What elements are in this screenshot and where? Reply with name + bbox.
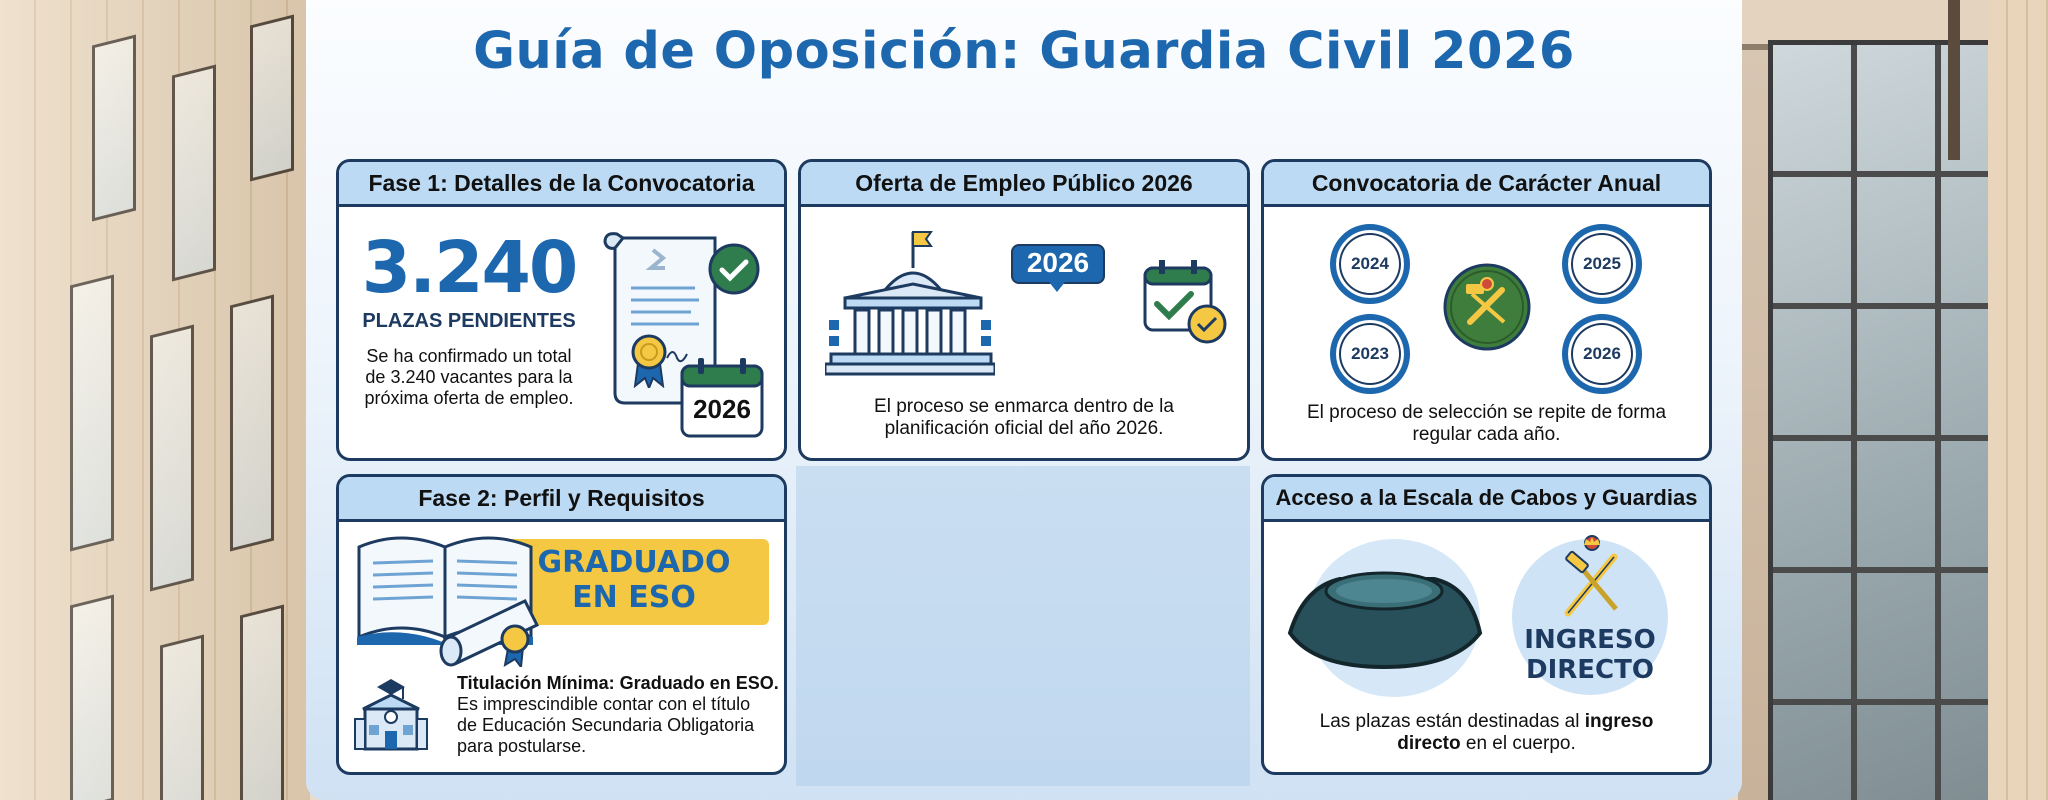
card-header: Oferta de Empleo Público 2026 xyxy=(801,162,1247,207)
ingreso-directo-label: INGRESO DIRECTO xyxy=(1524,625,1656,685)
empty-center-area xyxy=(796,466,1250,786)
year-label: 2025 xyxy=(1583,254,1621,273)
page-title: Guía de Oposición: Guardia Civil 2026 xyxy=(473,22,1575,81)
year-label: 2024 xyxy=(1351,254,1389,273)
big-number: 3.240 xyxy=(361,226,577,309)
calendar-year: 2026 xyxy=(693,394,751,424)
school-icon xyxy=(353,673,429,753)
requirement-bold: Titulación Mínima: Graduado en ESO. xyxy=(457,673,779,693)
card-description: Se ha confirmado un total de 3.240 vacantes para la próxima oferta de empleo. xyxy=(364,346,574,408)
guardia-civil-emblem-icon xyxy=(1442,262,1532,352)
card-caracter-anual xyxy=(1261,159,1712,461)
card-header: Fase 2: Perfil y Requisitos xyxy=(339,477,784,522)
card-description: Las plazas están destinadas al ingreso directo en el cuerpo. xyxy=(1319,711,1654,754)
card-header: Acceso a la Escala de Cabos y Guardias xyxy=(1264,477,1709,522)
background-building-left xyxy=(0,0,310,800)
card-oferta-empleo xyxy=(798,159,1250,461)
diploma-icon xyxy=(435,595,565,667)
card-header: Fase 1: Detalles de la Convocatoria xyxy=(339,162,784,207)
check-badge-icon xyxy=(707,242,761,296)
tricorn-hat-icon xyxy=(1284,567,1484,677)
government-building-icon xyxy=(825,228,995,378)
card-description: El proceso se enmarca dentro de la planificación oficial del año 2026. xyxy=(874,396,1174,439)
card-convocatoria-details xyxy=(336,159,787,461)
card-perfil-requisitos xyxy=(336,474,787,775)
requirement-text: Titulación Mínima: Graduado en ESO. Es imprescindible contar con el título de Educación Secundaria Obligatoria para postularse. xyxy=(457,673,779,756)
bubble-year: 2026 xyxy=(1026,247,1090,278)
guardia-civil-emblem-icon xyxy=(1554,533,1630,619)
background-building-right xyxy=(1738,0,2048,800)
ribbon-medal-icon xyxy=(629,332,669,388)
badge-text: GRADUADO EN ESO xyxy=(537,545,731,615)
big-number-label: PLAZAS PENDIENTES xyxy=(362,310,576,332)
year-label: 2026 xyxy=(1583,344,1621,363)
card-description: El proceso de selección se repite de forma regular cada año. xyxy=(1306,402,1667,445)
card-acceso-escala xyxy=(1261,474,1712,775)
card-header: Convocatoria de Carácter Anual xyxy=(1264,162,1709,207)
year-circle xyxy=(1330,224,1410,304)
year-circle xyxy=(1562,224,1642,304)
calendar-check-icon xyxy=(1141,258,1231,348)
year-circle xyxy=(1330,314,1410,394)
year-label: 2023 xyxy=(1351,344,1389,363)
year-circle xyxy=(1562,314,1642,394)
